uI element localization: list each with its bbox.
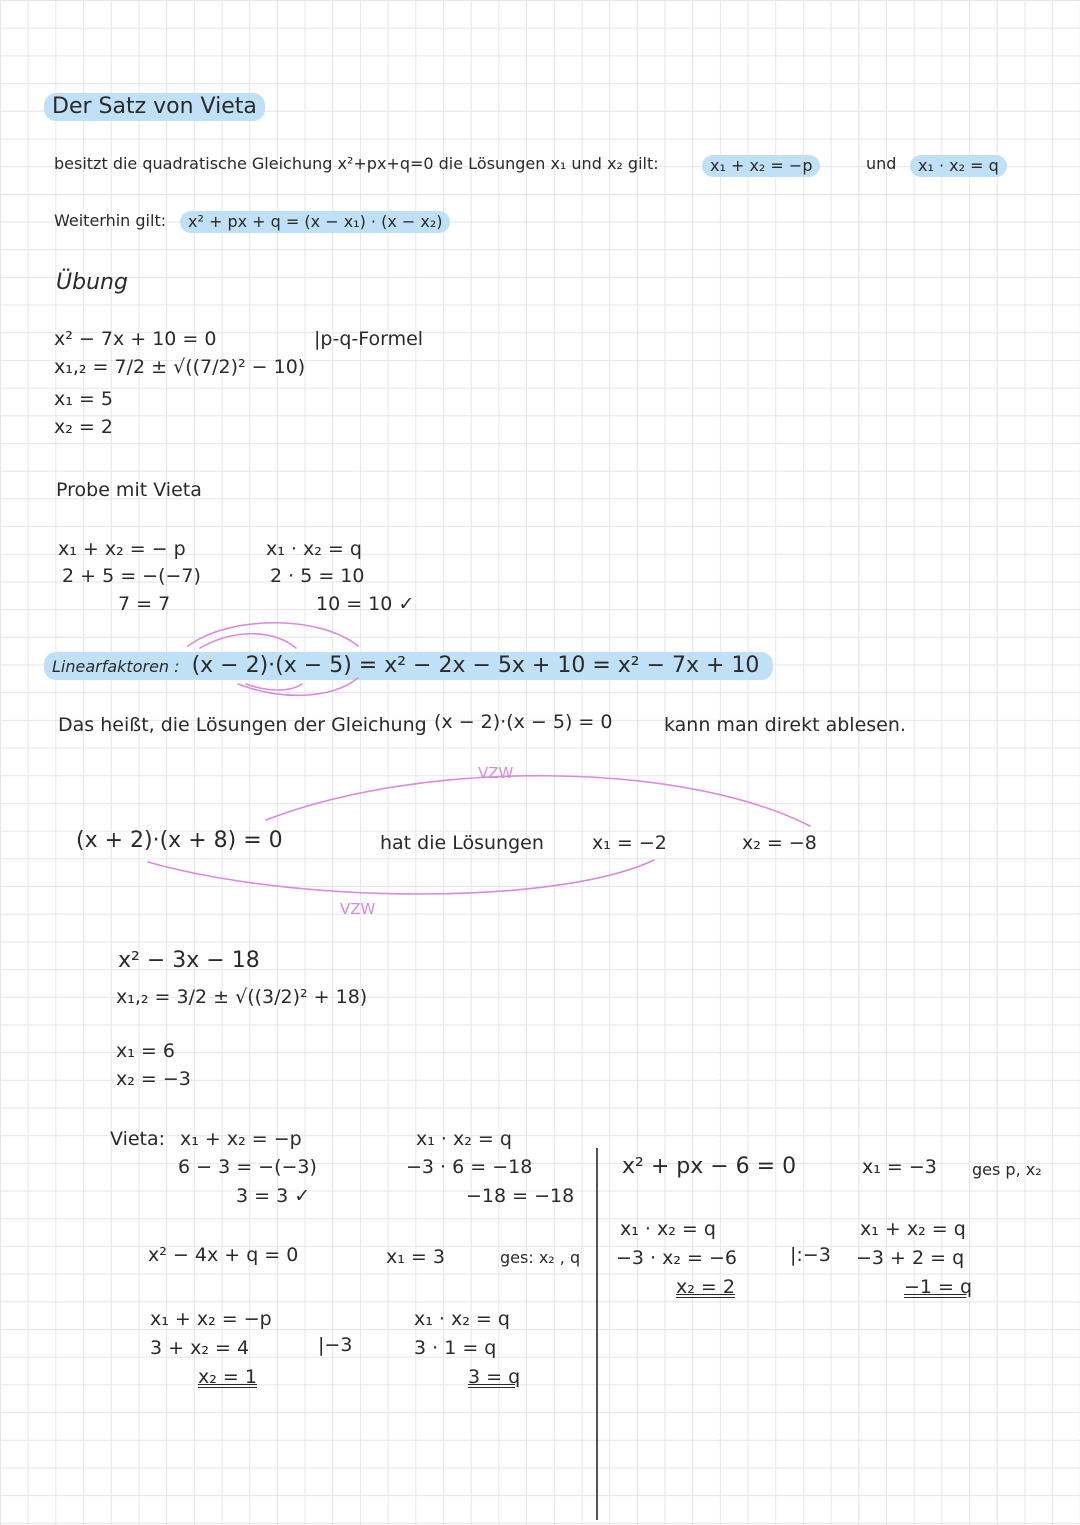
ex4-prod-3: x₂ = 2 [676, 1276, 735, 1298]
vzw-label-bottom: VZW [340, 900, 376, 918]
ex2-prod-2: −3 · 6 = −18 [406, 1156, 533, 1178]
und-word: und [866, 154, 897, 173]
vieta-product-rule: x₁ · x₂ = q [910, 155, 1007, 177]
ex2-line-4: x₂ = −3 [116, 1068, 191, 1090]
uebung-line-3: x₁ = 5 [54, 388, 113, 410]
linearfaktoren-label: Linearfaktoren : [52, 657, 180, 676]
sentence-end: kann man direkt ablesen. [664, 714, 906, 736]
page-title: Der Satz von Vieta [44, 93, 265, 121]
probe-heading: Probe mit Vieta [56, 479, 202, 501]
probe-prod-2: 2 · 5 = 10 [270, 565, 365, 587]
ex4-sum-1: x₁ + x₂ = q [860, 1218, 966, 1240]
ex2-sum-1: x₁ + x₂ = −p [180, 1128, 302, 1150]
vzw-equation: (x + 2)·(x + 8) = 0 [76, 828, 283, 853]
ex4-ges: ges p, x₂ [972, 1160, 1042, 1179]
ex4-equation: x² + px − 6 = 0 [622, 1154, 797, 1179]
vzw-label-top: VZW [478, 764, 514, 782]
ex2-vieta-label: Vieta: [110, 1128, 166, 1150]
ex4-prod-2: −3 · x₂ = −6 [616, 1247, 737, 1269]
vzw-x2: x₂ = −8 [742, 832, 817, 854]
ex2-sum-2: 6 − 3 = −(−3) [178, 1156, 317, 1178]
vzw-hat-text: hat die Lösungen [380, 832, 544, 854]
vzw-arc-top [266, 776, 810, 826]
further-label: Weiterhin gilt: [54, 211, 167, 230]
ex2-prod-3: −18 = −18 [466, 1185, 575, 1207]
linear-arc-top-outer [188, 623, 358, 646]
ex3-sum-note: |−3 [318, 1334, 353, 1356]
vzw-arc-bottom [148, 860, 654, 894]
probe-sum-3: 7 = 7 [118, 593, 171, 615]
ex3-equation: x² − 4x + q = 0 [148, 1244, 299, 1266]
pq-formula-note: |p-q-Formel [314, 328, 424, 350]
ex3-sum-1: x₁ + x₂ = −p [150, 1308, 272, 1330]
ex3-sum-3: x₂ = 1 [198, 1366, 257, 1388]
ex3-ges: ges: x₂ , q [500, 1248, 581, 1267]
sentence-equation: (x − 2)·(x − 5) = 0 [434, 711, 613, 733]
ex4-prod-note: |:−3 [790, 1244, 831, 1266]
ex4-prod-1: x₁ · x₂ = q [620, 1218, 716, 1240]
linearfaktoren-formula: (x − 2)·(x − 5) = x² − 2x − 5x + 10 = x² − 7x + 10 [191, 653, 760, 678]
probe-prod-3: 10 = 10 ✓ [316, 593, 415, 615]
ex2-line-3: x₁ = 6 [116, 1040, 175, 1062]
ex3-given: x₁ = 3 [386, 1246, 445, 1268]
sentence-start: Das heißt, die Lösungen der Gleichung [58, 714, 427, 736]
ex4-given: x₁ = −3 [862, 1156, 937, 1178]
further-formula: x² + px + q = (x − x₁) · (x − x₂) [180, 211, 450, 233]
uebung-line-4: x₂ = 2 [54, 416, 113, 438]
probe-sum-2: 2 + 5 = −(−7) [62, 565, 201, 587]
ex2-line-1: x² − 3x − 18 [118, 948, 260, 973]
uebung-line-1: x² − 7x + 10 = 0 [54, 328, 217, 350]
linear-arc-top-inner [200, 634, 296, 648]
ex2-line-2: x₁,₂ = 3/2 ± √((3/2)² + 18) [116, 986, 368, 1008]
ex4-sum-3: −1 = q [904, 1276, 973, 1298]
uebung-line-2: x₁,₂ = 7/2 ± √((7/2)² − 10) [54, 356, 306, 378]
ex4-sum-2: −3 + 2 = q [856, 1247, 965, 1269]
ex3-prod-1: x₁ · x₂ = q [414, 1308, 510, 1330]
ex3-prod-3: 3 = q [468, 1366, 521, 1388]
vzw-x1: x₁ = −2 [592, 832, 667, 854]
uebung-heading: Übung [56, 270, 128, 295]
ex3-prod-2: 3 · 1 = q [414, 1337, 497, 1359]
probe-prod-1: x₁ · x₂ = q [266, 538, 362, 560]
vieta-sum-rule: x₁ + x₂ = −p [702, 155, 820, 177]
ex2-sum-3: 3 = 3 ✓ [236, 1185, 311, 1207]
ex2-prod-1: x₁ · x₂ = q [416, 1128, 512, 1150]
probe-sum-1: x₁ + x₂ = − p [58, 538, 186, 560]
intro-text: besitzt die quadratische Gleichung x²+px+q=0 die Lösungen x₁ und x₂ gilt: [54, 154, 659, 173]
ex3-sum-2: 3 + x₂ = 4 [150, 1337, 250, 1359]
